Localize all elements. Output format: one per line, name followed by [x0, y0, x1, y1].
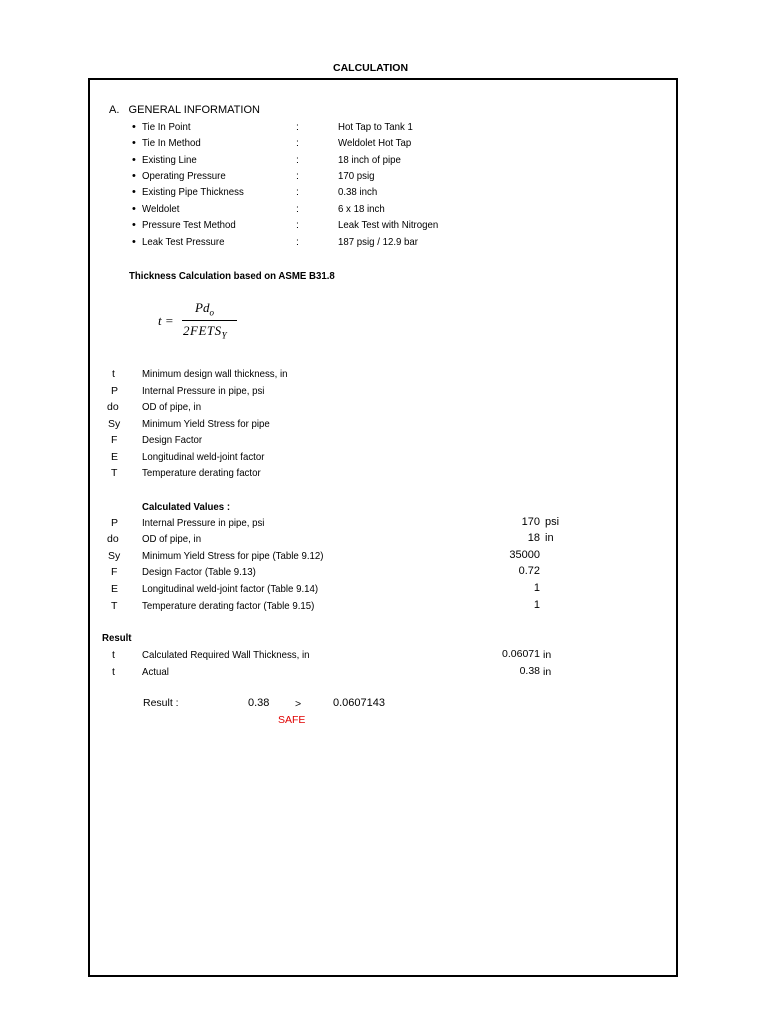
formula-denominator: $2FETS_Y$ [183, 323, 228, 341]
definition-text: Design Factor [142, 434, 203, 446]
row-value: 0.06071 [502, 648, 540, 660]
item-label: Tie In Point [142, 121, 191, 133]
safe-verdict: SAFE [278, 714, 306, 726]
row-symbol: P [111, 517, 119, 529]
final-required-value: 0.0607143 [333, 697, 385, 709]
final-actual-value: 0.38 [248, 697, 270, 709]
item-separator: : [296, 236, 299, 248]
row-symbol: E [111, 583, 119, 595]
row-value: 0.72 [518, 565, 540, 577]
definition-symbol: P [111, 385, 119, 397]
bullet-icon: • [132, 154, 136, 166]
item-value: Leak Test with Nitrogen [338, 219, 439, 231]
row-description: Longitudinal weld-joint factor (Table 9.14) [142, 583, 319, 595]
definition-text: Minimum design wall thickness, in [142, 368, 288, 380]
row-description: Design Factor (Table 9.13) [142, 566, 256, 578]
item-label: Existing Line [142, 154, 197, 166]
row-value: 0.38 [519, 665, 540, 677]
definition-text: Longitudinal weld-joint factor [142, 451, 265, 463]
row-unit: psi [545, 516, 560, 528]
row-unit: in [543, 649, 552, 661]
definition-text: Temperature derating factor [142, 467, 261, 479]
formula-numerator: $Pd_o$ [195, 300, 214, 318]
row-description: Temperature derating factor (Table 9.15) [142, 600, 315, 612]
result-heading: Result [102, 632, 132, 644]
definition-text: Minimum Yield Stress for pipe [142, 418, 270, 430]
bullet-icon: • [132, 137, 136, 149]
item-label: Pressure Test Method [142, 219, 236, 231]
bullet-icon: • [132, 203, 136, 215]
item-value: 18 inch of pipe [338, 154, 401, 166]
row-unit: in [545, 532, 554, 544]
bullet-icon: • [132, 121, 136, 133]
definition-symbol: T [111, 467, 118, 479]
bullet-icon: • [132, 170, 136, 182]
item-separator: : [296, 170, 299, 182]
row-value: 1 [533, 582, 540, 594]
row-symbol: t [112, 666, 115, 678]
fraction-bar [182, 320, 237, 321]
item-separator: : [296, 186, 299, 198]
definition-text: OD of pipe, in [142, 401, 202, 413]
item-label: Existing Pipe Thickness [142, 186, 244, 198]
section-a-heading: A. GENERAL INFORMATION [109, 104, 260, 116]
row-value: 170 [521, 516, 540, 528]
row-symbol: Sy [108, 550, 121, 562]
definition-symbol: do [107, 401, 119, 413]
item-separator: : [296, 154, 299, 166]
calculated-values-heading: Calculated Values : [142, 501, 231, 513]
definition-text: Internal Pressure in pipe, psi [142, 385, 265, 397]
row-value: 35000 [509, 549, 540, 561]
row-value: 18 [527, 532, 540, 544]
row-symbol: T [111, 600, 118, 612]
item-value: Hot Tap to Tank 1 [338, 121, 413, 133]
item-separator: : [296, 121, 299, 133]
item-separator: : [296, 219, 299, 231]
definition-symbol: Sy [108, 418, 121, 430]
formula-lhs: t = [158, 313, 174, 328]
row-description: Actual [142, 666, 169, 678]
row-value: 1 [533, 599, 540, 611]
item-value: 187 psig / 12.9 bar [338, 236, 419, 248]
definition-symbol: E [111, 451, 119, 463]
item-value: 6 x 18 inch [338, 203, 385, 215]
item-value: Weldolet Hot Tap [338, 137, 412, 149]
page-title: CALCULATION [333, 62, 409, 74]
item-separator: : [296, 203, 299, 215]
item-label: Operating Pressure [142, 170, 226, 182]
comparison-operator: > [295, 698, 302, 710]
row-symbol: t [112, 649, 115, 661]
item-value: 0.38 inch [338, 186, 378, 198]
row-description: Minimum Yield Stress for pipe (Table 9.12) [142, 550, 324, 562]
item-label: Tie In Method [142, 137, 201, 149]
thickness-heading: Thickness Calculation based on ASME B31.8 [129, 270, 335, 282]
row-description: Calculated Required Wall Thickness, in [142, 649, 310, 661]
row-unit: in [543, 666, 552, 678]
row-description: Internal Pressure in pipe, psi [142, 517, 265, 529]
bullet-icon: • [132, 236, 136, 248]
item-label: Weldolet [142, 203, 180, 215]
item-label: Leak Test Pressure [142, 236, 225, 248]
bullet-icon: • [132, 186, 136, 198]
item-separator: : [296, 137, 299, 149]
row-symbol: do [107, 533, 119, 545]
row-description: OD of pipe, in [142, 533, 202, 545]
definition-symbol: F [111, 434, 118, 446]
row-symbol: F [111, 566, 118, 578]
item-value: 170 psig [338, 170, 375, 182]
definition-symbol: t [112, 368, 115, 380]
bullet-icon: • [132, 219, 136, 231]
final-label: Result : [143, 697, 179, 709]
